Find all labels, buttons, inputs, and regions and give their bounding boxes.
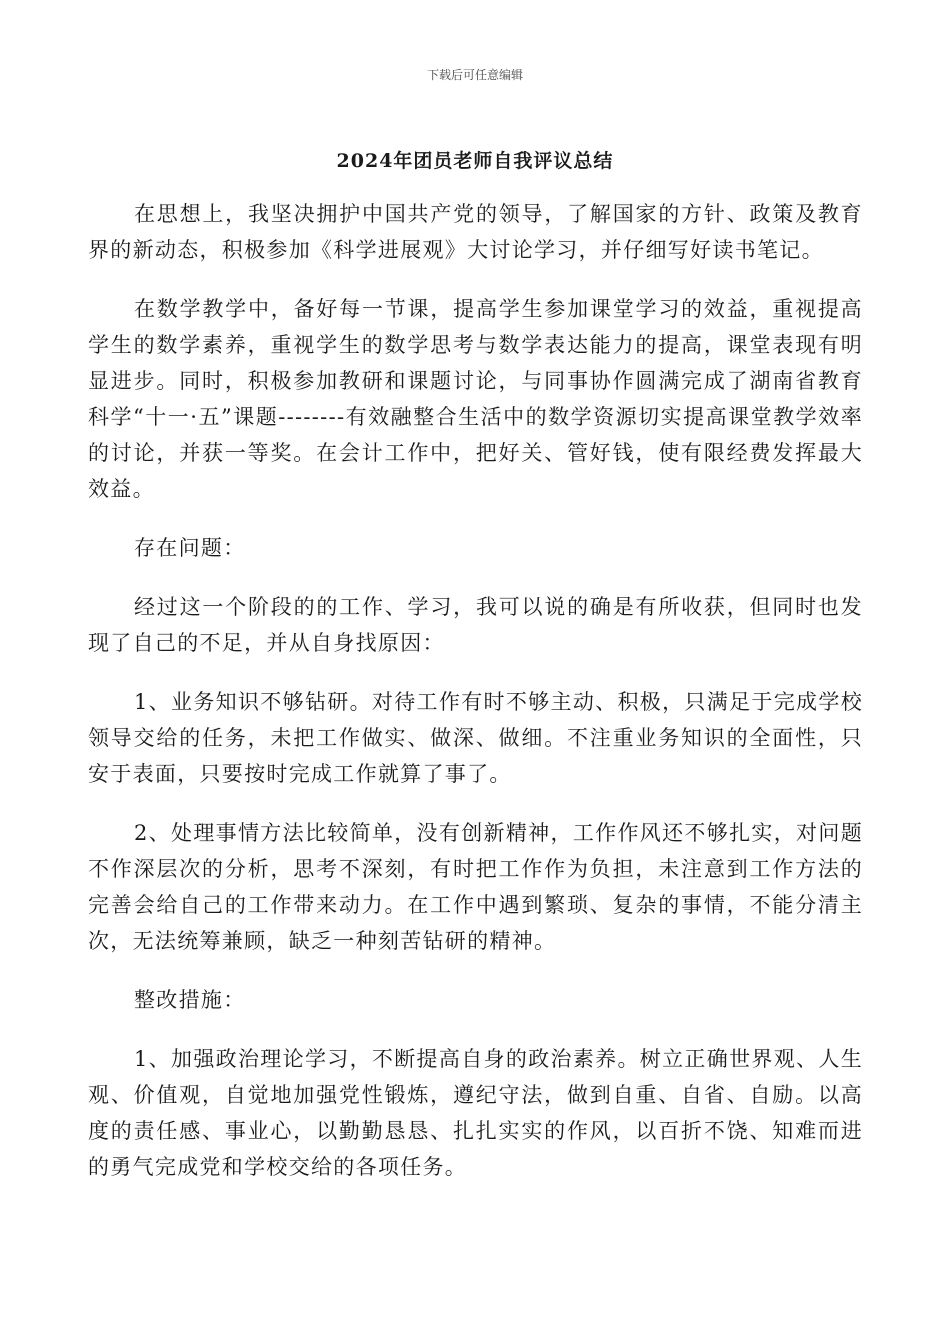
paragraph-ideology: 在思想上，我坚决拥护中国共产党的领导，了解国家的方针、政策及教育界的新动态，积极参加《科学进展观》大讨论学习，并仔细写好读书笔记。	[88, 202, 863, 262]
paragraph-problem-1: 1、业务知识不够钻研。对待工作有时不够主动、积极，只满足于完成学校领导交给的任务，未把工作做实、做深、做细。不注重业务知识的全面性，只安于表面，只要按时完成工作就算了事了。	[88, 690, 863, 786]
section-heading-problems: 存在问题：	[134, 536, 246, 560]
document-body	[88, 196, 863, 1208]
document-title: 2024年团员老师自我评议总结	[336, 150, 614, 172]
paragraph-problem-2: 2、处理事情方法比较简单，没有创新精神，工作作风还不够扎实，对问题不作深层次的分析，思考不深刻，有时把工作作为负担，未注意到工作方法的完善会给自己的工作带来动力。在工作中遇到繁琐、复杂的事情，不能分清主次，无法统筹兼顾，缺乏一种刻苦钻研的精神。	[88, 821, 863, 953]
header-note: 下载后可任意编辑	[426, 68, 523, 82]
section-heading-measures: 整改措施：	[134, 988, 246, 1012]
paragraph-problems-intro: 经过这一个阶段的的工作、学习，我可以说的确是有所收获，但同时也发现了自己的不足，并从自身找原因：	[88, 595, 863, 655]
paragraph-measure-1: 1、加强政治理论学习，不断提高自身的政治素养。树立正确世界观、人生观、价值观，自觉地加强党性锻炼，遵纪守法，做到自重、自省、自励。以高度的责任感、事业心，以勤勤恳恳、扎扎实实的作风，以百折不饶、知难而进的勇气完成党和学校交给的各项任务。	[88, 1047, 863, 1179]
paragraph-teaching: 在数学教学中，备好每一节课，提高学生参加课堂学习的效益，重视提高学生的数学素养，重视学生的数学思考与数学表达能力的提高，课堂表现有明显进步。同时，积极参加教研和课题讨论，与同事协作圆满完成了湖南省教育科学“十一·五”课题--------有效融整合生活中的数学资源切实提高课堂教学效率的讨论，并获一等奖。在会计工作中，把好关、管好钱，使有限经费发挥最大效益。	[88, 297, 863, 501]
